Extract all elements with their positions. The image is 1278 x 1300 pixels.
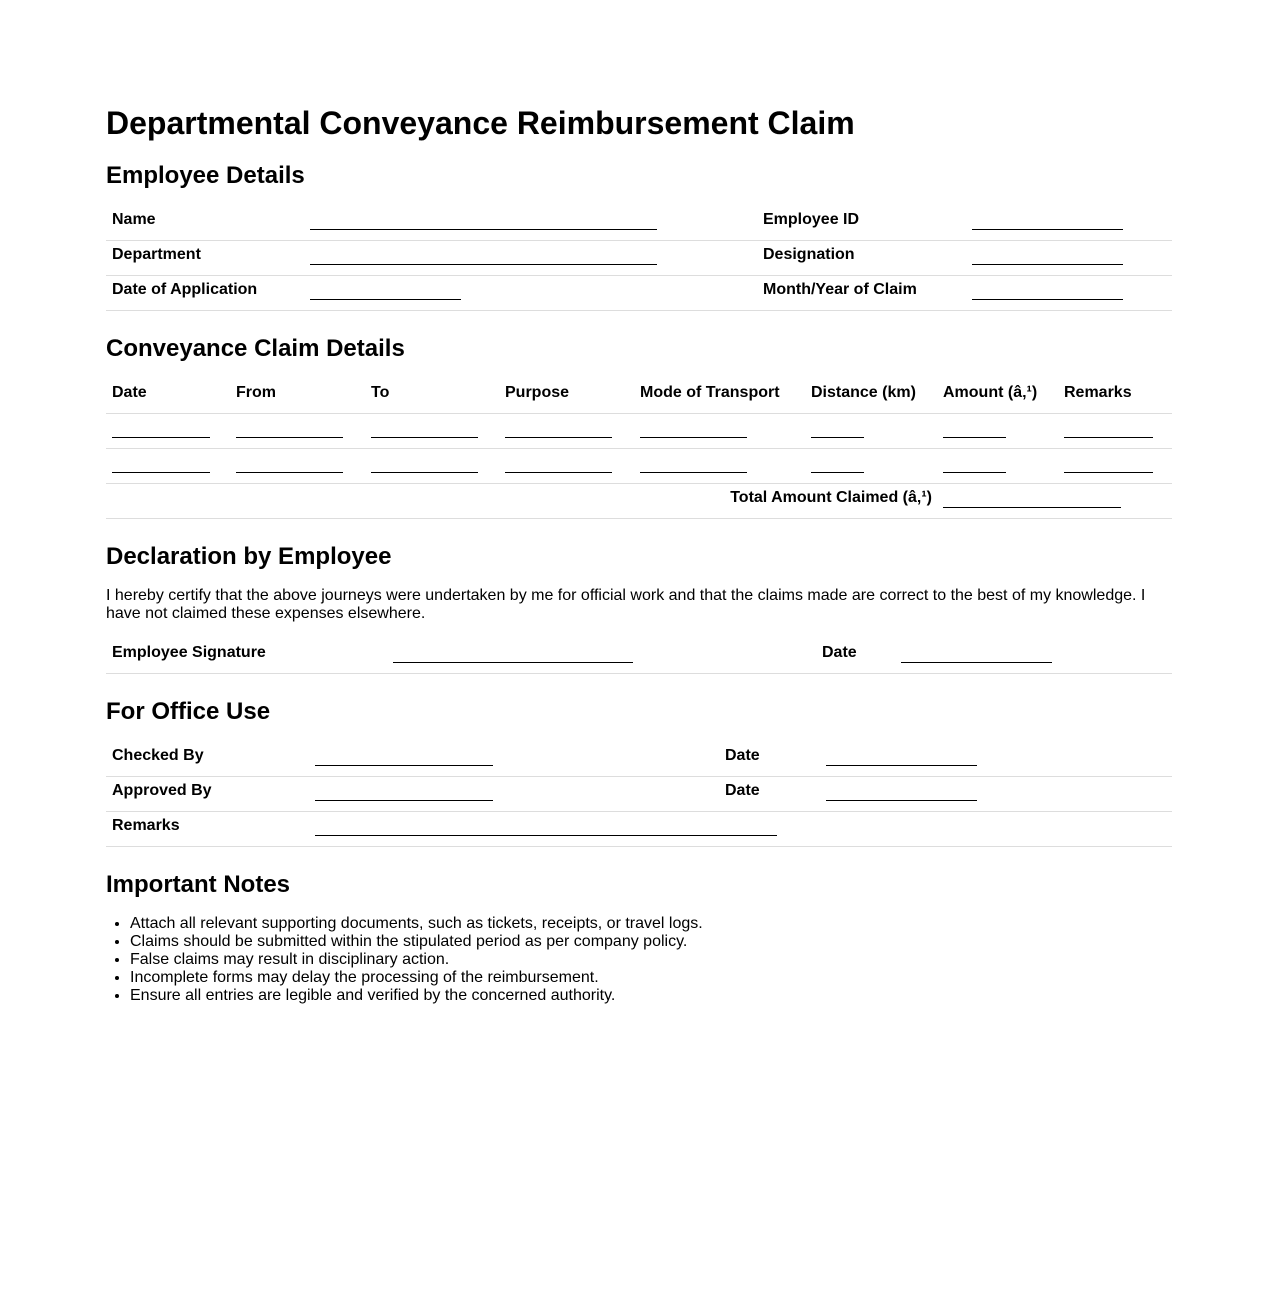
amount-cell-field[interactable] [943,437,1006,438]
employee-row-date [106,275,1172,311]
remarks-cell-field[interactable] [1064,472,1153,473]
amount-cell-field[interactable] [943,472,1006,473]
col-purpose-header: Purpose [505,384,570,401]
department-field[interactable] [310,264,657,265]
approved-by-row [106,776,1172,812]
claim-total-row [106,483,1172,519]
claim-table-row [106,413,1172,449]
office-remarks-row [106,811,1172,847]
total-amount-label: Total Amount Claimed (â‚¹) [730,489,932,506]
checked-by-label: Checked By [112,747,204,764]
employee-id-label: Employee ID [763,211,860,228]
employee-id-field[interactable] [972,229,1123,230]
col-mode-header: Mode of Transport [640,384,780,401]
name-field[interactable] [310,229,657,230]
approved-date-field[interactable] [826,800,977,801]
col-amount-header: Amount (â‚¹) [943,384,1038,401]
name-label: Name [112,211,156,228]
month-year-label: Month/Year of Claim [763,281,917,298]
page-title: Departmental Conveyance Reimbursement Claim [106,105,855,141]
signature-row [106,638,1172,674]
notes-heading: Important Notes [106,871,291,898]
employee-details-heading: Employee Details [106,162,305,189]
declaration-date-label: Date [822,644,857,661]
purpose-cell-field[interactable] [505,437,612,438]
list-item: • Ensure all entries are legible and verified by the concerned authority. [130,987,703,1005]
approved-by-label: Approved By [112,782,212,799]
employee-row-department [106,240,1172,276]
designation-field[interactable] [972,264,1123,265]
checked-by-row [106,741,1172,777]
distance-cell-field[interactable] [811,472,864,473]
office-use-heading: For Office Use [106,698,271,725]
to-cell-field[interactable] [371,472,478,473]
employee-row-name [106,205,1172,241]
mode-cell-field[interactable] [640,472,747,473]
remarks-cell-field[interactable] [1064,437,1153,438]
office-remarks-field[interactable] [315,835,777,836]
date-of-application-label: Date of Application [112,281,258,298]
checked-date-label: Date [725,747,760,764]
list-item: • Incomplete forms may delay the processing of the reimbursement. [130,969,703,987]
purpose-cell-field[interactable] [505,472,612,473]
list-item: • Attach all relevant supporting documents, such as tickets, receipts, or travel logs. [130,915,703,933]
from-cell-field[interactable] [236,472,343,473]
date-cell-field[interactable] [112,437,210,438]
claim-table-row [106,448,1172,484]
date-of-application-field[interactable] [310,299,461,300]
month-year-field[interactable] [972,299,1123,300]
checked-date-field[interactable] [826,765,977,766]
employee-signature-field[interactable] [393,662,633,663]
mode-cell-field[interactable] [640,437,747,438]
designation-label: Designation [763,246,855,263]
from-cell-field[interactable] [236,437,343,438]
to-cell-field[interactable] [371,437,478,438]
checked-by-field[interactable] [315,765,493,766]
employee-signature-label: Employee Signature [112,644,266,661]
distance-cell-field[interactable] [811,437,864,438]
claim-details-heading: Conveyance Claim Details [106,335,405,362]
col-remarks-header: Remarks [1064,384,1132,401]
declaration-heading: Declaration by Employee [106,543,392,570]
approved-by-field[interactable] [315,800,493,801]
declaration-date-field[interactable] [901,662,1052,663]
claim-table-header [106,378,1172,414]
department-label: Department [112,246,201,263]
col-to-header: To [371,384,390,401]
col-distance-header: Distance (km) [811,384,916,401]
date-cell-field[interactable] [112,472,210,473]
total-amount-field[interactable] [943,507,1121,508]
notes-list [106,915,703,1005]
approved-date-label: Date [725,782,760,799]
list-item: • False claims may result in disciplinary action. [130,951,703,969]
office-remarks-label: Remarks [112,817,180,834]
declaration-text: I hereby certify that the above journeys were undertaken by me for official work and that the claims made are correct to the best of my knowledge. I have not claimed these expenses elsewhere. [106,587,1146,622]
col-from-header: From [236,384,276,401]
list-item: • Claims should be submitted within the stipulated period as per company policy. [130,933,703,951]
col-date-header: Date [112,384,147,401]
